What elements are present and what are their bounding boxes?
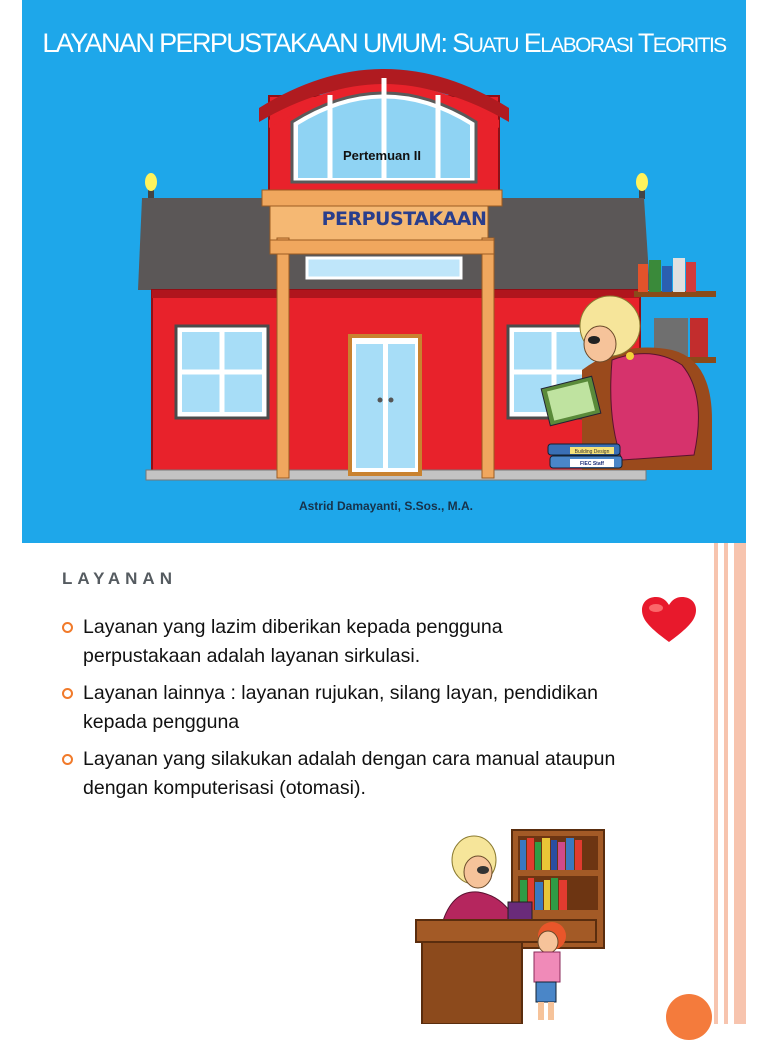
bullet-item: Layanan lainnya : layanan rujukan, silang layan, pendidikan kepada pengguna — [62, 679, 622, 737]
slide-title: LAYANAN PERPUSTAKAAN UMUM: SUATU ELABORASI TEORITIS — [42, 28, 726, 58]
author-name: Astrid Damayanti, S.Sos., M.A. — [298, 499, 474, 513]
bullet-list — [62, 613, 622, 811]
bullet-item: Layanan yang silakukan adalah dengan cara manual ataupun dengan komputerisasi (otomasi). — [62, 745, 622, 803]
heart-icon — [640, 596, 698, 644]
title-slide — [22, 0, 746, 543]
decorative-stripe — [714, 543, 718, 1024]
book-label-2: FIEC Staff — [580, 461, 604, 467]
library-building-illustration — [22, 0, 746, 543]
decorative-stripe — [734, 543, 746, 1024]
librarian-child-illustration — [412, 826, 622, 1024]
decorative-stripe — [724, 543, 728, 1024]
book-label-1: Building Design — [574, 449, 610, 455]
library-sign: PERPUSTAKAAN — [321, 208, 487, 230]
bullet-ring-icon — [62, 688, 73, 699]
bullet-ring-icon — [62, 622, 73, 633]
meeting-label: Pertemuan II — [342, 148, 422, 163]
bullet-ring-icon — [62, 754, 73, 765]
bullet-item: Layanan yang lazim diberikan kepada pengguna perpustakaan adalah layanan sirkulasi. — [62, 613, 622, 671]
decorative-orange-circle — [666, 994, 712, 1040]
section-heading: LAYANAN — [62, 569, 177, 588]
